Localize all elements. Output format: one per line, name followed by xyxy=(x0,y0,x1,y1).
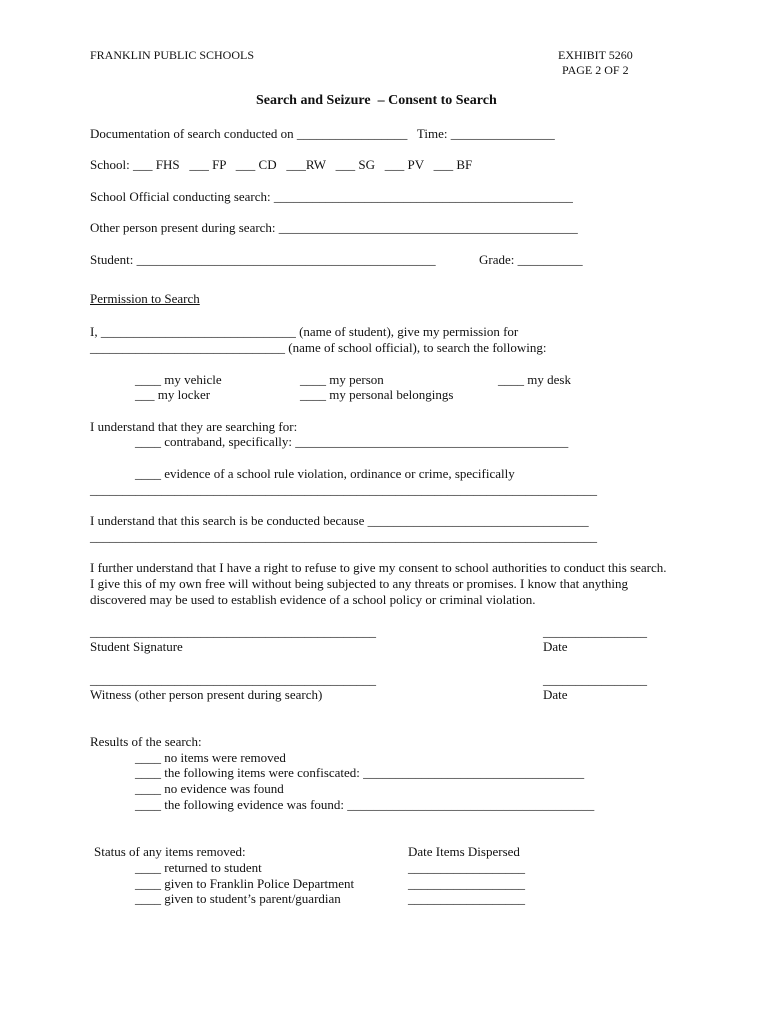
item-person: ____ my person xyxy=(300,372,384,387)
searching-for-intro: I understand that they are searching for: xyxy=(90,419,298,434)
page-number: PAGE 2 OF 2 xyxy=(562,63,629,77)
right-to-refuse-paragraph: I further understand that I have a right to refuse to give my consent to school authorities to conduct this search. I give this of my own free will without being subjected to any threats or promises. I know that anything discovered may be used to establish evidence of a school policy or criminal violation. xyxy=(90,560,667,607)
student-date-line: ________________ xyxy=(543,624,647,639)
status-item: ____ returned to student xyxy=(135,860,262,875)
results-heading: Results of the search: xyxy=(90,734,202,749)
search-reason-blank-line: ______________________________________________________________________________ xyxy=(90,529,597,544)
result-item: ____ no evidence was found xyxy=(135,781,284,796)
student-date-label: Date xyxy=(543,639,568,654)
permission-line-2: ______________________________ (name of school official), to search the following: xyxy=(90,340,547,355)
item-vehicle: ____ my vehicle xyxy=(135,372,222,387)
evidence-line: ____ evidence of a school rule violation, ordinance or crime, specifically xyxy=(135,466,515,481)
item-desk: ____ my desk xyxy=(498,372,571,387)
exhibit-number: EXHIBIT 5260 xyxy=(558,48,633,62)
document-title: Search and Seizure – Consent to Search xyxy=(256,93,497,108)
item-locker: ___ my locker xyxy=(135,387,211,402)
witness-date-line: ________________ xyxy=(543,672,647,687)
student-signature-label: Student Signature xyxy=(90,639,183,654)
contraband-line: ____ contraband, specifically: __________________________________________ xyxy=(135,434,569,449)
school-options-line: School: ___ FHS ___ FP ___ CD ___RW ___ SG ___ PV ___ BF xyxy=(90,157,473,172)
student-line: Student: ______________________________________________ xyxy=(90,252,436,267)
status-heading: Status of any items removed: xyxy=(94,844,246,859)
item-belongings: ____ my personal belongings xyxy=(300,387,454,402)
result-item: ____ the following items were confiscated: __________________________________ xyxy=(135,765,585,780)
date-dispersed-line: __________________ xyxy=(408,891,525,906)
documentation-line: Documentation of search conducted on _________________ Time: ________________ xyxy=(90,126,555,141)
date-dispersed-heading: Date Items Dispersed xyxy=(408,844,520,859)
witness-signature-line: ____________________________________________ xyxy=(90,672,376,687)
district-name: FRANKLIN PUBLIC SCHOOLS xyxy=(90,48,255,62)
student-signature-line: ____________________________________________ xyxy=(90,624,376,639)
witness-signature-label: Witness (other person present during search) xyxy=(90,687,323,702)
result-item: ____ no items were removed xyxy=(135,750,286,765)
result-item: ____ the following evidence was found: ______________________________________ xyxy=(135,797,595,812)
witness-date-label: Date xyxy=(543,687,568,702)
official-line: School Official conducting search: ______________________________________________ xyxy=(90,189,573,204)
permission-heading: Permission to Search xyxy=(90,291,200,306)
date-dispersed-line: __________________ xyxy=(408,860,525,875)
grade-line: Grade: __________ xyxy=(479,252,583,267)
evidence-blank-line: ______________________________________________________________________________ xyxy=(90,482,597,497)
other-person-line: Other person present during search: ______________________________________________ xyxy=(90,220,578,235)
status-item: ____ given to student’s parent/guardian xyxy=(135,891,341,906)
date-dispersed-line: __________________ xyxy=(408,876,525,891)
search-reason-line: I understand that this search is be conducted because __________________________________ xyxy=(90,513,589,528)
status-item: ____ given to Franklin Police Department xyxy=(135,876,355,891)
permission-line-1: I, ______________________________ (name of student), give my permission for xyxy=(90,324,519,339)
